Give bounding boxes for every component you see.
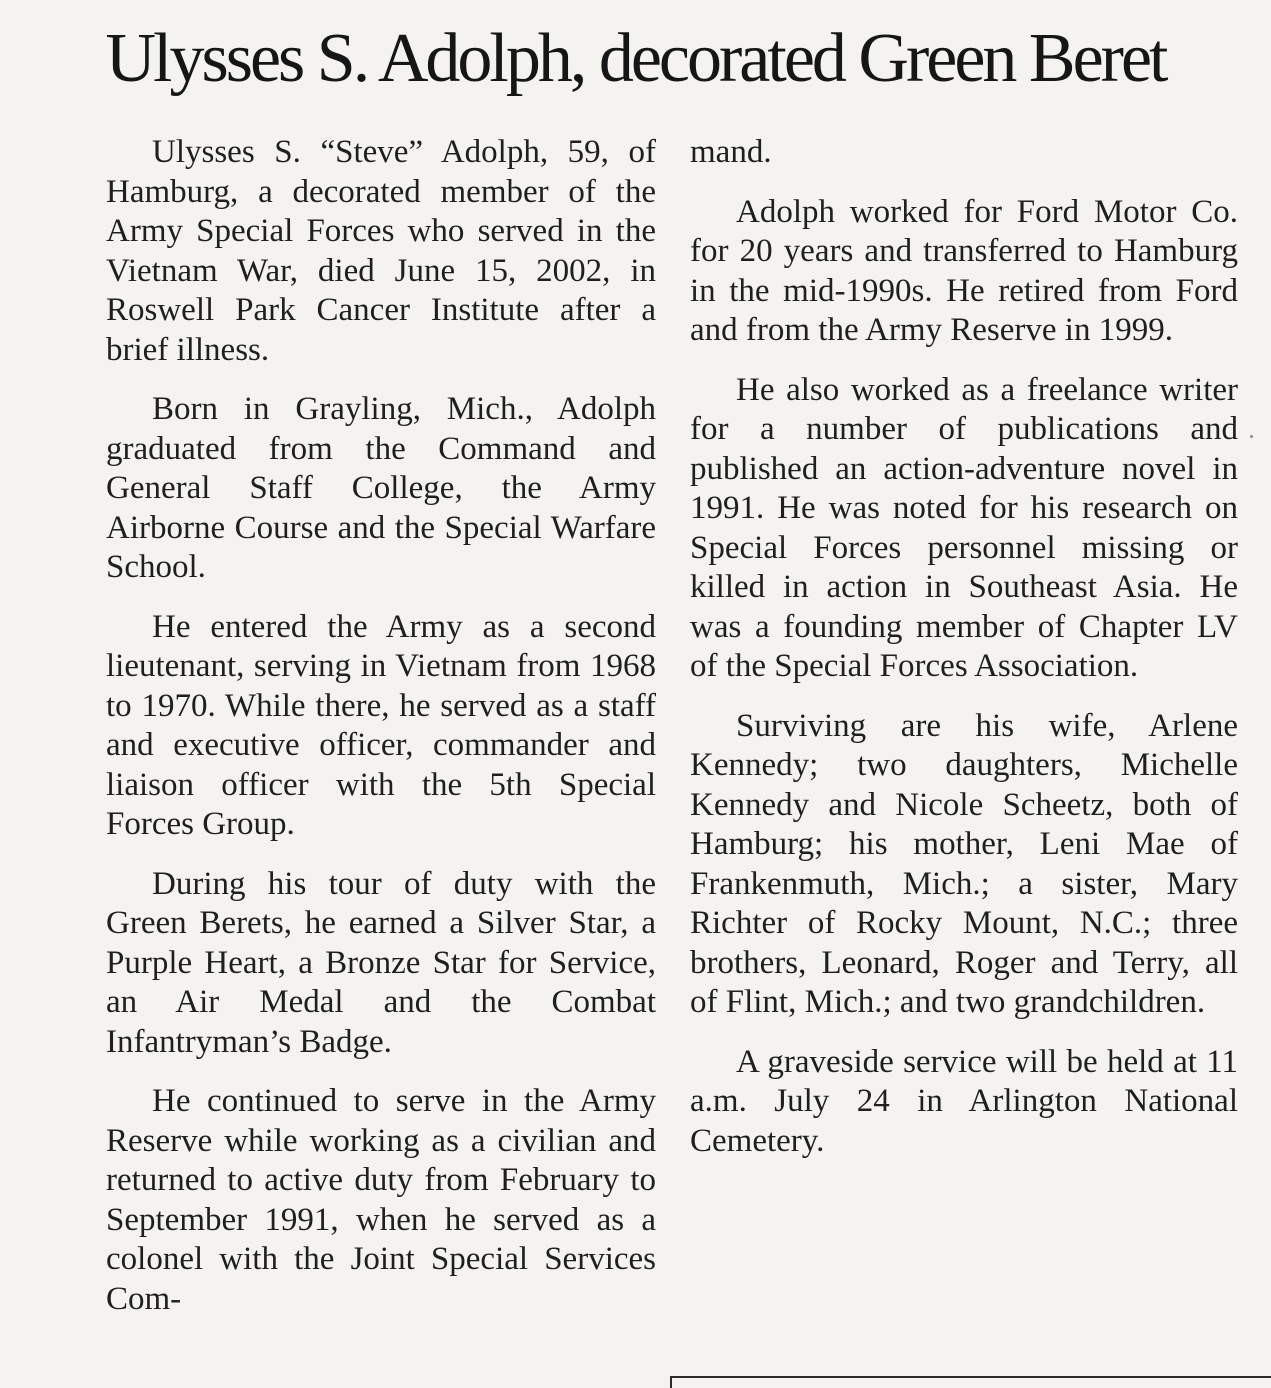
adjacent-article-border	[670, 1376, 1271, 1388]
headline: Ulysses S. Adolph, decorated Green Beret	[105, 20, 1166, 97]
paragraph-service-details: A graveside service will be held at 11 a.m. July 24 in Arlington National Cemetery.	[690, 1043, 1238, 1159]
left-column	[106, 133, 656, 1339]
paragraph-decorations: During his tour of duty with the Green Berets, he earned a Silver Star, a Purple Heart, a Bronze Star for Service, an Air Medal and the Combat Infantryman’s Badge.	[106, 865, 656, 1060]
paragraph-survivors: Surviving are his wife, Arlene Kennedy; two daughters, Michelle Kennedy and Nicole Scheetz, both of Hamburg; his mother, Leni Mae of Frankenmuth, Mich.; a sister, Mary Richter of Rocky Mount, N.C.; three brothers, Leonard, Roger and Terry, all of Flint, Mich.; and two grandchildren.	[690, 707, 1238, 1020]
paragraph-education: Born in Grayling, Mich., Adolph graduated from the Command and General Staff College, the Army Airborne Course and the Special Warfare School.	[106, 391, 656, 585]
paragraph-continuation: mand.	[690, 134, 772, 170]
right-column	[690, 133, 1238, 1181]
paragraph-ford-career: Adolph worked for Ford Motor Co. for 20 years and transferred to Hamburg in the mid-1990s. He retired from Ford and from the Army Reserve in 1999.	[690, 193, 1238, 348]
paragraph-vietnam-service: He entered the Army as a second lieutenant, serving in Vietnam from 1968 to 1970. While there, he served as a staff and executive officer, commander and liaison officer with the 5th Special Forces Group.	[106, 608, 656, 842]
paper-speck	[1250, 435, 1253, 438]
paragraph-intro: Ulysses S. “Steve” Adolph, 59, of Hamburg, a decorated member of the Army Special Forces who served in the Vietnam War, died June 15, 2002, in Roswell Park Cancer Institute after a brief illness.	[106, 134, 656, 368]
paragraph-writing-research: He also worked as a freelance writer for a number of publications and published an action-adventure novel in 1991. He was noted for his research on Special Forces personnel missing or killed in action in Southeast Asia. He was a founding member of Chapter LV of the Special Forces Association.	[690, 371, 1238, 684]
paragraph-reserve-service: He continued to serve in the Army Reserve while working as a civilian and returned to active duty from February to September 1991, when he served as a colonel with the Joint Special Services Com-	[106, 1083, 656, 1317]
